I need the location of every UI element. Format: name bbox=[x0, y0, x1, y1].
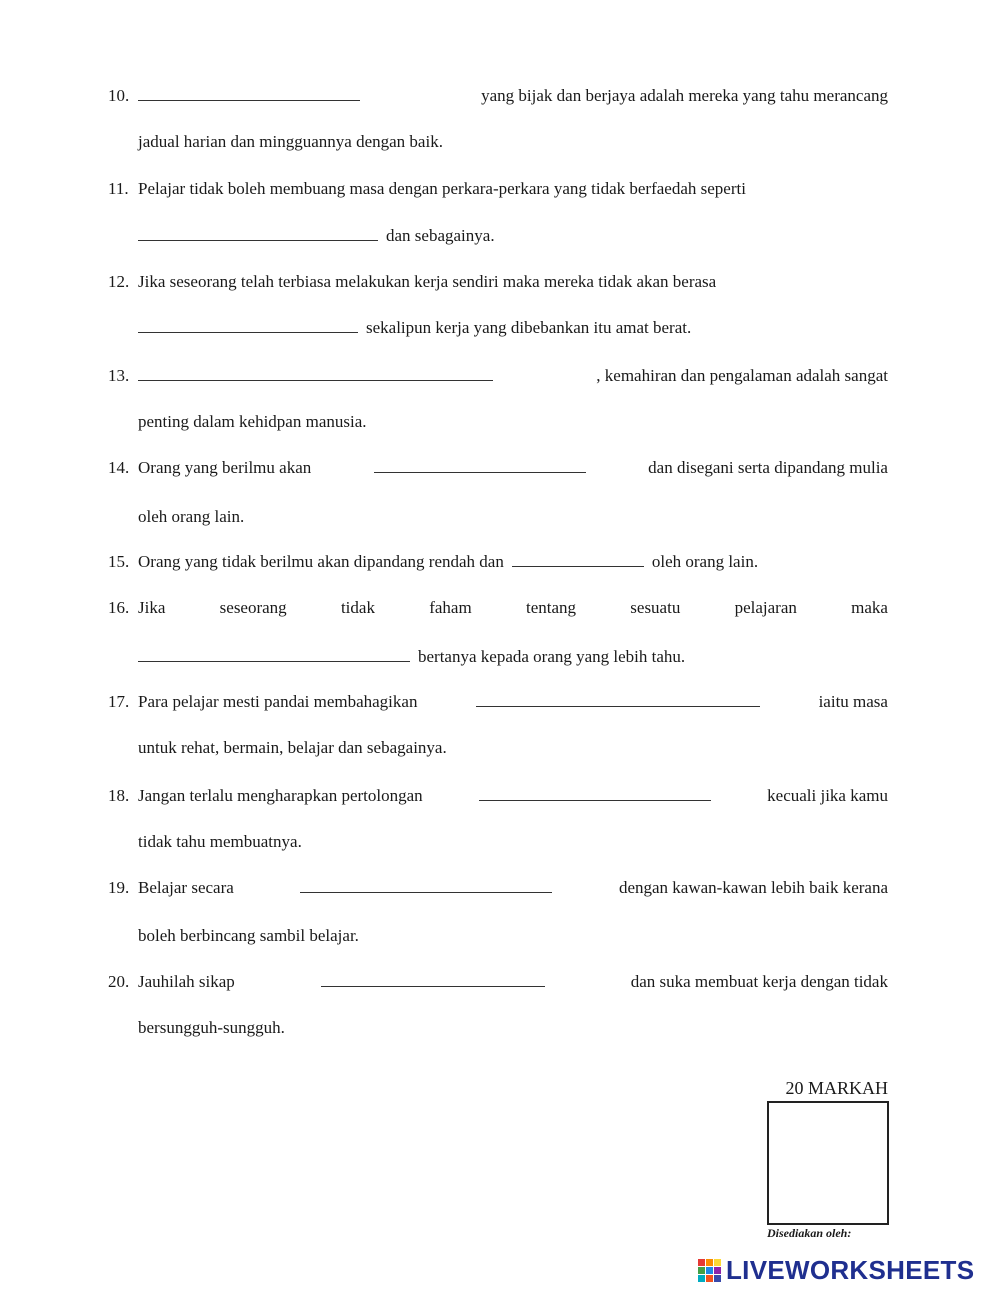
question-number: 12. bbox=[108, 272, 130, 291]
question-word: faham bbox=[429, 598, 472, 617]
question-text: dengan kawan-kawan lebih baik kerana bbox=[618, 878, 888, 897]
question-number: 13. bbox=[108, 366, 130, 385]
question-word: Jika bbox=[138, 598, 166, 617]
question-text: Para pelajar mesti pandai membahagikan bbox=[138, 692, 418, 711]
liveworksheets-logo[interactable] bbox=[698, 1255, 974, 1286]
question-text: , kemahiran dan pengalaman adalah sangat bbox=[596, 366, 888, 385]
question-number: 18. bbox=[108, 786, 130, 805]
question-text: yang bijak dan berjaya adalah mereka yang tahu merancang bbox=[481, 86, 888, 105]
question-word: maka bbox=[851, 598, 888, 617]
logo-square bbox=[706, 1267, 713, 1274]
question-text: Jangan terlalu mengharapkan pertolongan bbox=[138, 786, 423, 805]
question-number: 15. bbox=[108, 552, 130, 571]
question-number: 11. bbox=[108, 179, 129, 198]
question-text: iaitu masa bbox=[818, 692, 888, 711]
question-text: sekalipun kerja yang dibebankan itu amat berat. bbox=[366, 318, 692, 337]
question-word: sesuatu bbox=[630, 598, 681, 617]
question-number: 10. bbox=[108, 86, 130, 105]
answer-blank[interactable] bbox=[512, 550, 644, 567]
answer-blank[interactable] bbox=[138, 224, 378, 241]
logo-square bbox=[706, 1259, 713, 1266]
marks-label: 20 MARKAH bbox=[785, 1078, 888, 1098]
answer-blank[interactable] bbox=[138, 364, 493, 381]
question-text: Belajar secara bbox=[138, 878, 234, 897]
answer-blank[interactable] bbox=[138, 84, 360, 101]
question-text: Orang yang tidak berilmu akan dipandang rendah dan bbox=[138, 552, 504, 571]
question-number: 20. bbox=[108, 972, 130, 991]
question-text: dan suka membuat kerja dengan tidak bbox=[630, 972, 888, 991]
marks-box[interactable] bbox=[767, 1101, 889, 1225]
question-word: seseorang bbox=[219, 598, 287, 617]
question-text: dan sebagainya. bbox=[386, 226, 495, 245]
question-text: boleh berbincang sambil belajar. bbox=[138, 926, 359, 945]
answer-blank[interactable] bbox=[476, 690, 760, 707]
logo-icon bbox=[698, 1259, 721, 1282]
answer-blank[interactable] bbox=[138, 645, 410, 662]
logo-square bbox=[714, 1259, 721, 1266]
question-text: dan disegani serta dipandang mulia bbox=[648, 458, 888, 477]
question-text: kecuali jika kamu bbox=[767, 786, 888, 805]
question-text: oleh orang lain. bbox=[651, 552, 759, 571]
logo-square bbox=[698, 1267, 705, 1274]
answer-blank[interactable] bbox=[300, 876, 552, 893]
logo-square bbox=[698, 1259, 705, 1266]
question-number: 14. bbox=[108, 458, 130, 477]
answer-blank[interactable] bbox=[374, 456, 586, 473]
logo-square bbox=[706, 1275, 713, 1282]
question-number: 17. bbox=[108, 692, 130, 711]
question-text: tidak tahu membuatnya. bbox=[138, 832, 302, 851]
logo-square bbox=[698, 1275, 705, 1282]
question-text: Pelajar tidak boleh membuang masa dengan perkara-perkara yang tidak berfaedah seperti bbox=[138, 179, 746, 198]
question-word: tidak bbox=[340, 598, 375, 617]
answer-blank[interactable] bbox=[138, 316, 358, 333]
question-text: Jauhilah sikap bbox=[138, 972, 235, 991]
question-text: Orang yang berilmu akan bbox=[138, 458, 312, 477]
question-word: tentang bbox=[525, 598, 577, 617]
question-text: bertanya kepada orang yang lebih tahu. bbox=[418, 647, 686, 666]
question-number: 16. bbox=[108, 598, 130, 617]
question-text: bersungguh-sungguh. bbox=[138, 1018, 285, 1037]
question-text: Jika seseorang telah terbiasa melakukan kerja sendiri maka mereka tidak akan berasa bbox=[138, 272, 717, 291]
question-number: 19. bbox=[108, 878, 130, 897]
answer-blank[interactable] bbox=[479, 784, 711, 801]
answer-blank[interactable] bbox=[321, 970, 545, 987]
logo-square bbox=[714, 1267, 721, 1274]
question-text: penting dalam kehidpan manusia. bbox=[138, 412, 367, 431]
prepared-by-label: Disediakan oleh: bbox=[767, 1226, 852, 1240]
question-text: jadual harian dan mingguannya dengan baik. bbox=[138, 132, 443, 151]
question-text: untuk rehat, bermain, belajar dan sebagainya. bbox=[138, 738, 447, 757]
brand-text: LIVEWORKSHEETS bbox=[726, 1255, 975, 1285]
logo-square bbox=[714, 1275, 721, 1282]
question-text: oleh orang lain. bbox=[138, 507, 245, 526]
question-word: pelajaran bbox=[734, 598, 797, 617]
